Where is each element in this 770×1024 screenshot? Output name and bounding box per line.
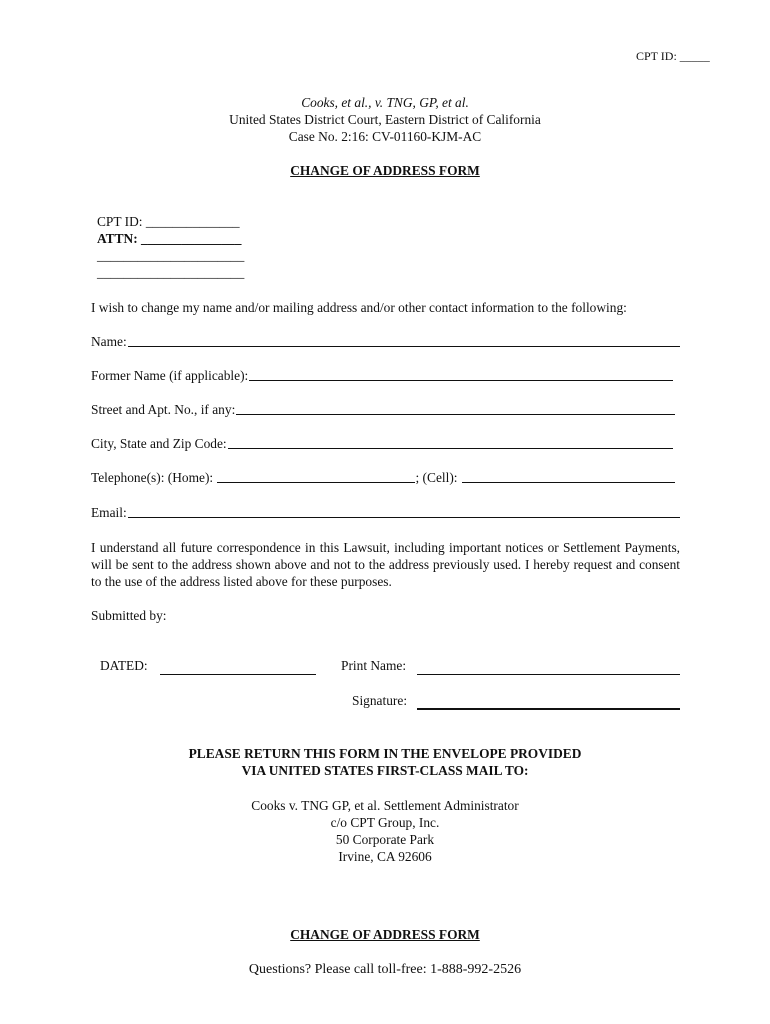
telephone-field[interactable] <box>91 468 675 486</box>
address-attn[interactable]: ATTN: _______________ <box>97 231 242 246</box>
mailing-address-line-3: 50 Corporate Park <box>335 832 435 847</box>
address-cpt-id[interactable]: CPT ID: ______________ <box>97 214 240 229</box>
mailing-address-line-2: c/o CPT Group, Inc. <box>330 815 440 830</box>
submitted-by: Submitted by: <box>91 608 167 623</box>
email-label: Email: <box>91 505 127 520</box>
street-field[interactable] <box>91 400 675 418</box>
address-blank-line-2[interactable]: ______________________ <box>97 265 245 280</box>
email-input-line[interactable] <box>128 517 680 518</box>
print-name-input-line[interactable] <box>417 674 680 675</box>
former-name-label: Former Name (if applicable): <box>91 368 249 383</box>
case-name: Cooks, et al., v. TNG, GP, et al. <box>301 95 469 110</box>
signature-label: Signature: <box>352 693 408 708</box>
former-name-input-line[interactable] <box>249 380 673 381</box>
telephone-cell-label: ; (Cell): <box>415 470 461 485</box>
form-title: CHANGE OF ADDRESS FORM <box>290 163 480 178</box>
mailing-address-line-1: Cooks v. TNG GP, et al. Settlement Administrator <box>251 798 519 813</box>
city-input-line[interactable] <box>228 448 673 449</box>
footer-questions: Questions? Please call toll-free: 1-888-992-2526 <box>248 962 522 977</box>
street-input-line[interactable] <box>236 414 675 415</box>
email-field[interactable] <box>91 503 680 521</box>
return-instructions-line-2: VIA UNITED STATES FIRST-CLASS MAIL TO: <box>241 763 529 778</box>
footer-title: CHANGE OF ADDRESS FORM <box>290 927 480 942</box>
print-name-label: Print Name: <box>341 658 407 673</box>
telephone-home-input-line[interactable] <box>217 482 415 483</box>
city-label: City, State and Zip Code: <box>91 436 227 451</box>
case-number: Case No. 2:16: CV-01160-KJM-AC <box>288 129 482 144</box>
statement-paragraph: I understand all future correspondence in this Lawsuit, including important notices or Settlement Payments, will be sent to the address shown above and not to the address previously used. I hereby request and consent to the use of the address listed above for these purposes. <box>91 540 680 589</box>
telephone-cell-input-line[interactable] <box>462 482 675 483</box>
telephone-home-label: Telephone(s): (Home): <box>91 470 217 485</box>
name-label: Name: <box>91 334 127 349</box>
name-input-line[interactable] <box>128 346 680 347</box>
corner-cpt-id: CPT ID: _____ <box>636 49 710 63</box>
signature-input-line[interactable] <box>417 708 680 710</box>
intro-text: I wish to change my name and/or mailing address and/or other contact information to the following: <box>91 300 627 315</box>
name-field[interactable] <box>91 332 680 350</box>
dated-label: DATED: <box>100 658 148 673</box>
former-name-field[interactable] <box>91 366 673 384</box>
dated-input-line[interactable] <box>160 674 316 675</box>
street-label: Street and Apt. No., if any: <box>91 402 236 417</box>
address-blank-line-1[interactable]: ______________________ <box>97 248 245 263</box>
return-instructions-line-1: PLEASE RETURN THIS FORM IN THE ENVELOPE PROVIDED <box>188 746 582 761</box>
court-name: United States District Court, Eastern District of California <box>229 112 541 127</box>
city-field[interactable] <box>91 434 673 452</box>
mailing-address-line-4: Irvine, CA 92606 <box>338 849 432 864</box>
